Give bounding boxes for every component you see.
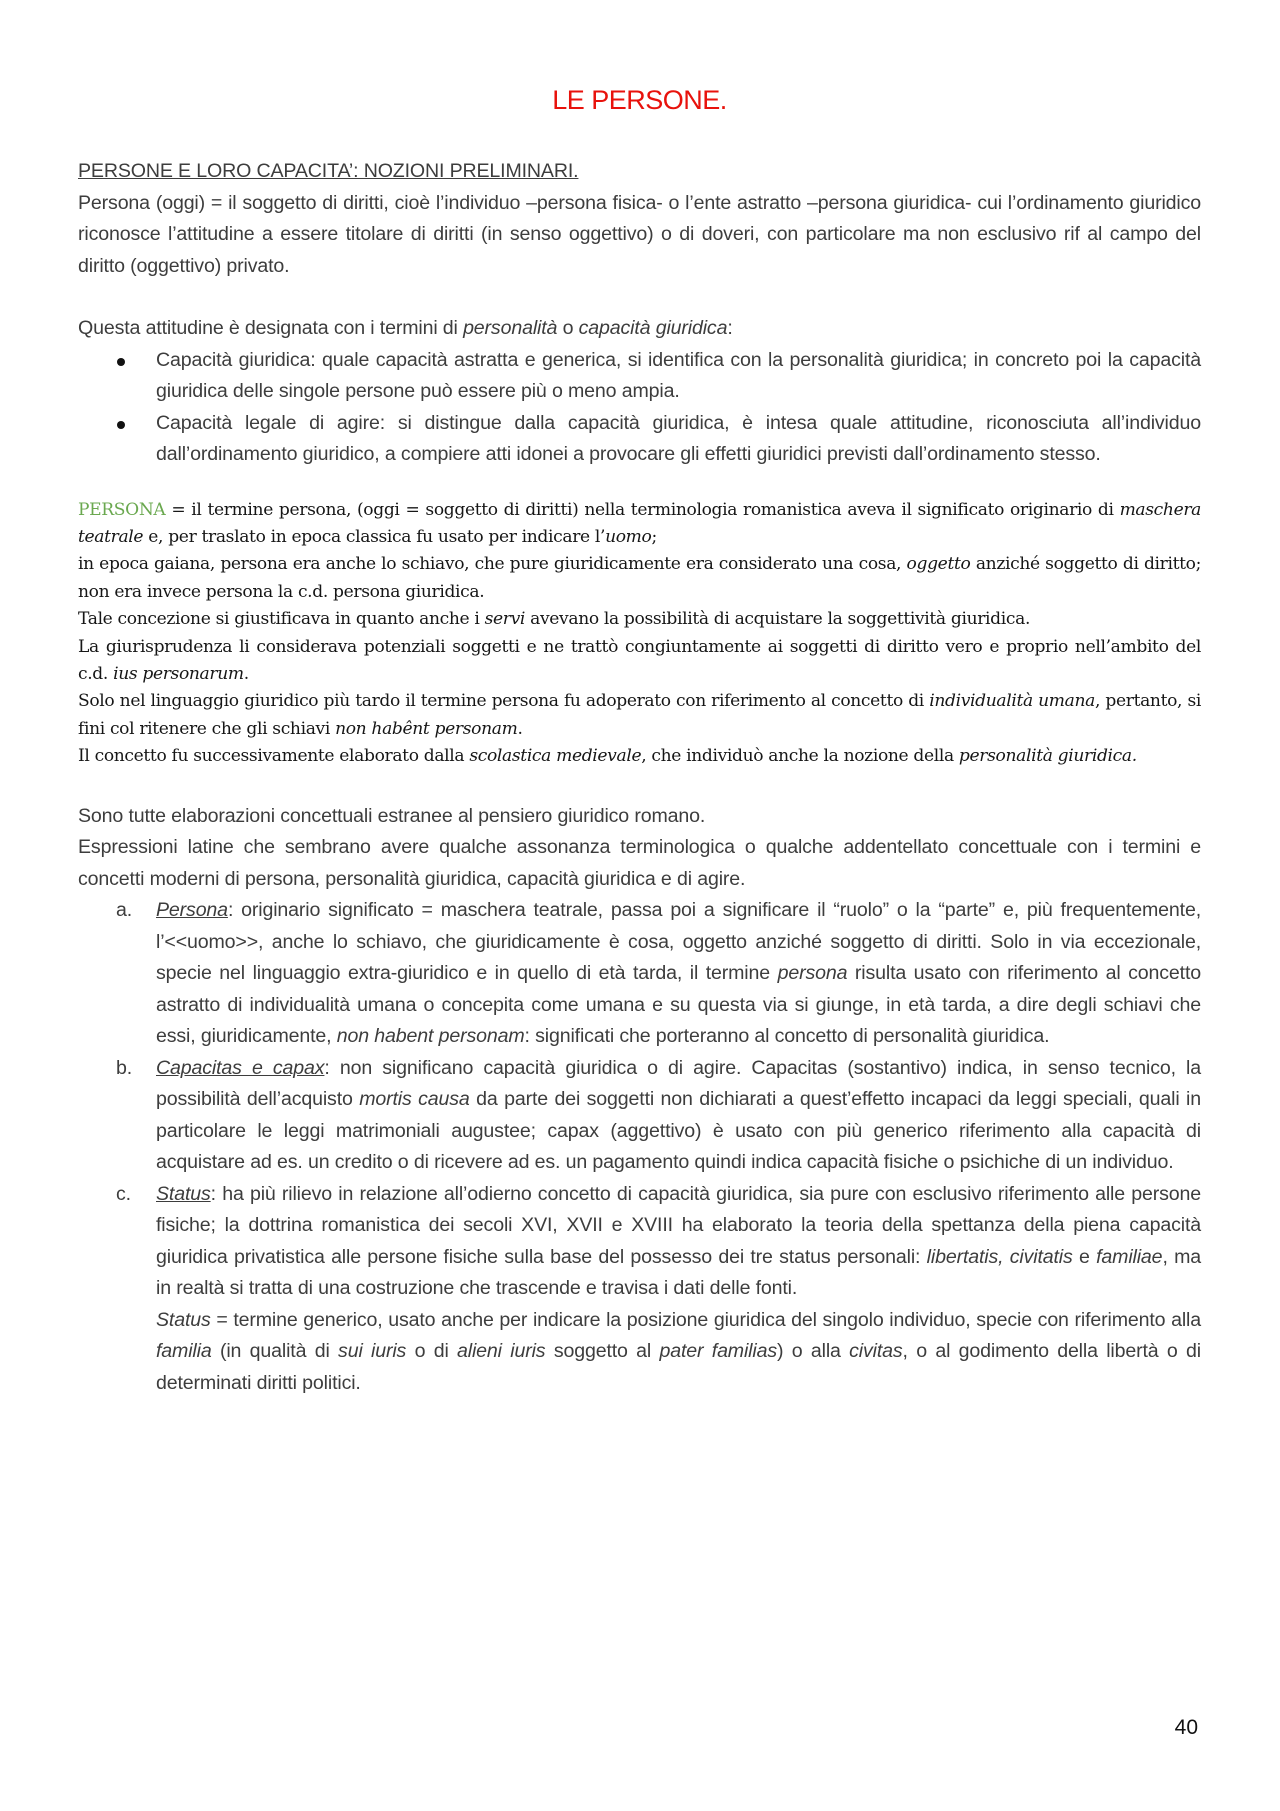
list-item: Capacità legale di agire: si distingue dalla capacità giuridica, è intesa quale attitudine, riconosciuta all’individuo dall’ordinamento giuridico, a compiere atti idonei a provocare gli effetti giuridici previsti dall’ordinamento stesso. [156,408,1201,471]
outro-paragraph-1: Sono tutte elaborazioni concettuali estranee al pensiero giuridico romano. [78,804,706,827]
page-title: LE PERSONE. [552,85,727,115]
latin-terms-section [78,801,1201,1400]
capacity-list [78,345,1201,471]
list-item: a. Persona: originario significato = maschera teatrale, passa poi a significare il “ruolo” o la “parte” e, più frequentemente, l’<<uomo>>, anche lo schiavo, che giuridicamente è cosa, oggetto anziché soggetto di diritti. Solo in via eccezionale, specie nel linguaggio extra-giuridico e in quello di età tarda, il termine persona risulta usato con riferimento al concetto astratto di individualità umana o concepita come umana e su questa via si giunge, in età tarda, a dire degli schiavi che essi, giuridicamente, non habent personam: significati che porteranno al concetto di personalità giuridica. [116,899,1201,1048]
attitude-paragraph: Questa attitudine è designata con i termini di personalità o capacità giuridica: [78,317,733,339]
bullet-icon [117,421,125,429]
intro-section [78,156,1201,471]
section-heading: PERSONE E LORO CAPACITA’: NOZIONI PRELIMINARI. [78,160,579,182]
list-item: b. Capacitas e capax: non significano capacità giuridica o di agire. Capacitas (sostantivo) indica, in senso tecnico, la possibilità dell’acquisto mortis causa da parte dei soggetti non dichiarati a quest’effetto incapaci da leggi speciali, quali in particolare le leggi matrimoniali augustee; capax (aggettivo) è usato con più generico riferimento alla capacità di acquistare ad es. un credito o di ricevere ad es. un pagamento quindi indica capacità fisiche o psichiche di un individuo. [116,1056,1202,1174]
persona-label: PERSONA [78,499,166,520]
intro-paragraph: Persona (oggi) = il soggetto di diritti, cioè l’individuo –persona fisica- o l’ente astratto –persona giuridica- cui l’ordinamento giuridico riconosce l’attitudine a essere titolare di diritti (in senso oggettivo) o di doveri, con particolare ma non esclusivo rif al campo del diritto (oggettivo) privato. [78,191,1201,277]
page-number: 40 [1174,1716,1198,1739]
latin-terms-list [78,895,1201,1399]
bullet-icon [117,358,125,366]
list-item: c. Status: ha più rilievo in relazione all’odierno concetto di capacità giuridica, sia pure con esclusivo riferimento alle persone fisiche; la dottrina romanistica dei secoli XVI, XVII e XVIII ha elaborato la teoria della spettanza della piena capacità giuridica privatistica alle persone fisiche sulla base del possesso dei tre status personali: libertatis, civitatis e familiae, ma in realtà si tratta di una costruzione che trascende e travisa i dati delle fonti. Status = termine generico, usato anche per indicare la posizione giuridica del singolo individuo, specie con riferimento alla familia (in qualità di sui iuris o di alieni iuris soggetto al pater familias) o alla civitas, o al godimento della libertà o di determinati diritti politici. [116,1182,1201,1394]
list-item: Capacità giuridica: quale capacità astratta e generica, si identifica con la personalità giuridica; in concreto poi la capacità giuridica delle singole persone può essere più o meno ampia. [156,345,1201,408]
outro-paragraph-2: Espressioni latine che sembrano avere qualche assonanza terminologica o qualche addentellato concettuale con i termini e concetti moderni di persona, personalità giuridica, capacità giuridica e di agire. [78,836,1201,890]
persona-block: PERSONA = il termine persona, (oggi = soggetto di diritti) nella terminologia romanistica aveva il significato originario di maschera teatrale e, per traslato in epoca classica fu usato per indicare l’uomo; in epoca gaiana, persona era anche lo schiavo, che pure giuridicamente era considerato una cosa, oggetto anziché soggetto di diritto; non era invece persona la c.d. persona giuridica. Tale concezione si giustificava in quanto anche i servi avevano la possibilità di acquistare la soggettività giuridica. La giurisprudenza li considerava potenziali soggetti e ne trattò congiuntamente ai soggetti di diritto vero e proprio nell’ambito del c.d. ius personarum. Solo nel linguaggio giuridico più tardo il termine persona fu adoperato con riferimento al concetto di individualità umana, pertanto, si fini col ritenere che gli schiavi non habênt personam. Il concetto fu successivamente elaborato dalla scolastica medievale, che individuò anche la nozione della personalità giuridica. [78,499,1202,767]
